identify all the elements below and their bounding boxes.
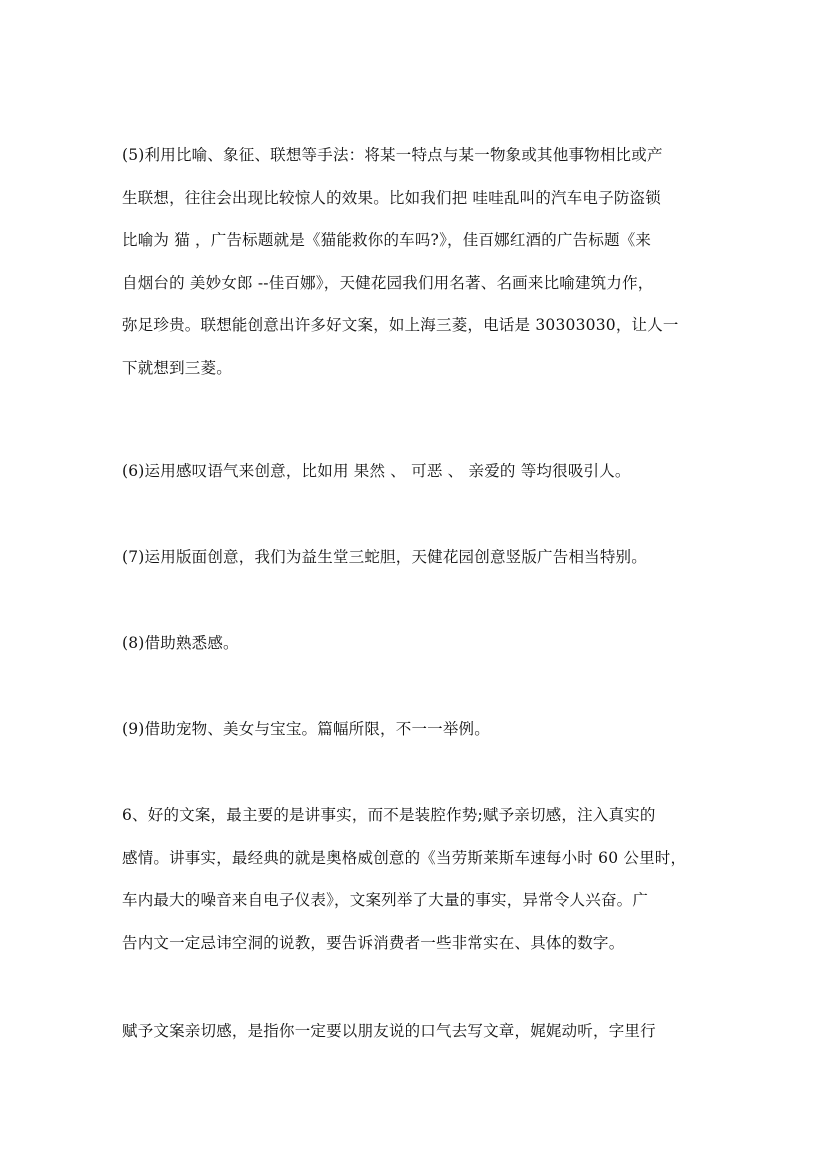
text-line: 告内文一定忌讳空洞的说教，要告诉消费者一些非常实在、具体的数字。 (122, 933, 625, 952)
paragraph-7-layout (122, 536, 712, 579)
paragraph-section-6 (122, 794, 712, 964)
text-line: 6、好的文案，最主要的是讲事实，而不是装腔作势;赋予亲切感，注入真实的 (122, 806, 656, 824)
text-line: (7)运用版面创意，我们为益生堂三蛇胆，天健花园创意竖版广告相当特别。 (122, 548, 647, 566)
text-line: (6)运用感叹语气来创意，比如用 果然 、 可恶 、 亲爱的 等均很吸引人。 (122, 462, 631, 480)
paragraph-8-familiarity (122, 622, 712, 665)
text-line: 比喻为 猫 ，广告标题就是《猫能救你的车吗?》，佳百娜红酒的广告标题《来 (122, 231, 652, 249)
text-line: (9)借助宠物、美女与宝宝。篇幅所限，不一一举例。 (122, 720, 490, 738)
paragraph-5-metaphor (122, 134, 712, 389)
text-line: 弥足珍贵。联想能创意出许多好文案，如上海三菱，电话是 30303030，让人一 (122, 316, 679, 334)
text-line: 车内最大的噪音来自电子仪表》，文案列举了大量的事实，异常令人兴奋。广 (122, 891, 649, 909)
text-line: 赋予文案亲切感，是指你一定要以朋友说的口气去写文章，娓娓动听，字里行 (122, 1022, 656, 1040)
paragraph-friendliness (122, 1010, 712, 1053)
text-line: (5)利用比喻、象征、联想等手法：将某一特点与某一物象或其他事物相比或产 (122, 146, 663, 164)
text-line: (8)借助熟悉感。 (122, 634, 239, 652)
text-line: 感情。讲事实，最经典的就是奥格威创意的《当劳斯莱斯车速每小时 60 公里时， (122, 848, 687, 867)
paragraph-6-exclamation (122, 450, 712, 493)
text-line: 自烟台的 美妙女郎 --佳百娜》，天健花园我们用名著、名画来比喻建筑力作， (122, 273, 654, 292)
text-line: 下就想到三菱。 (122, 358, 232, 377)
text-line: 生联想，往往会出现比较惊人的效果。比如我们把 哇哇乱叫的汽车电子防盗锁 (122, 188, 661, 207)
paragraph-9-pets (122, 708, 712, 751)
